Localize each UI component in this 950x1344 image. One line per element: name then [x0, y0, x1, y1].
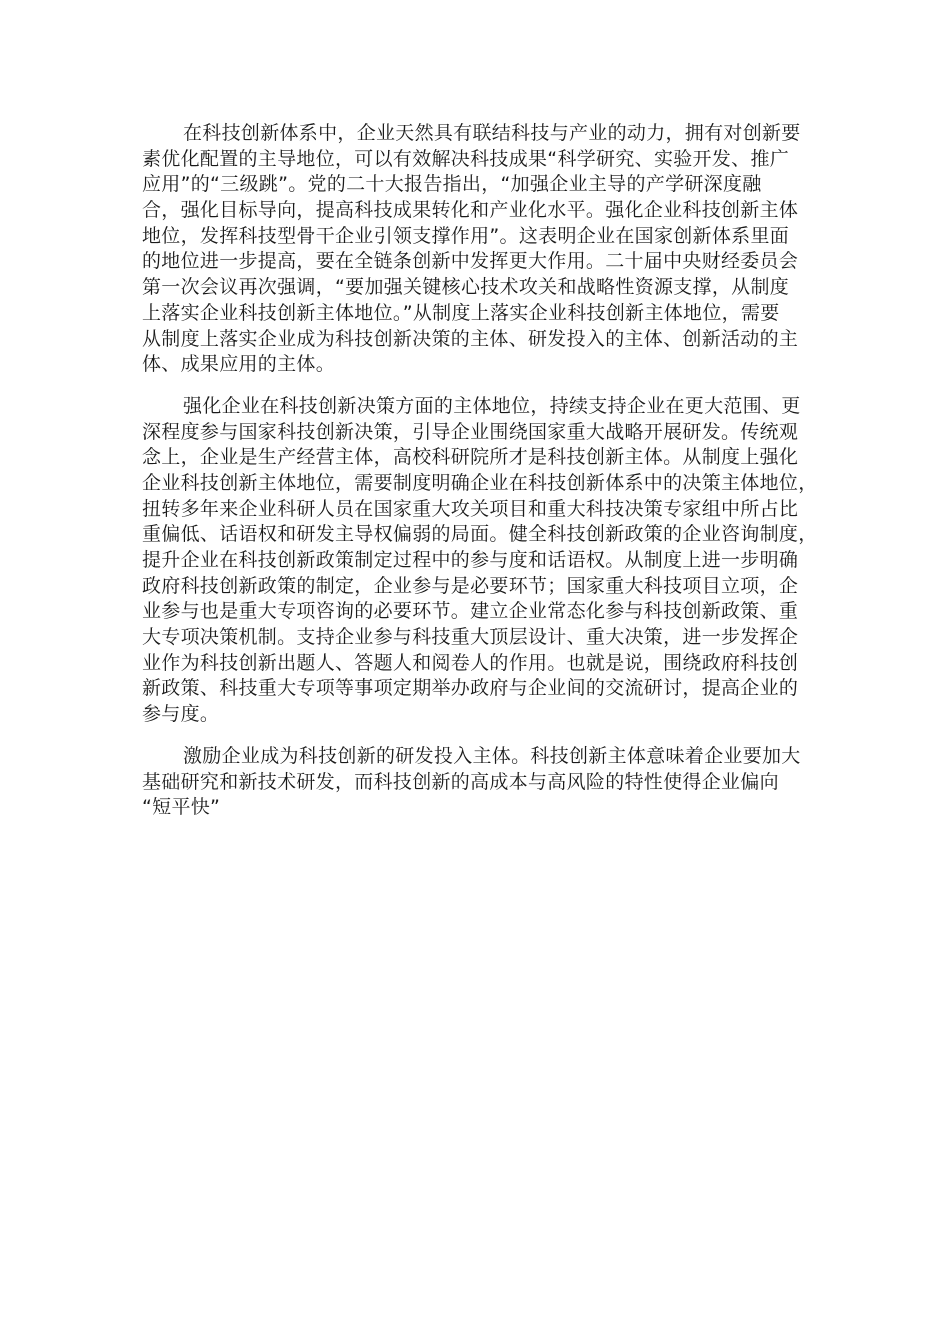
- paragraph-1: [142, 121, 808, 378]
- text-line: 念上，企业是生产经营主体，高校科研院所才是科技创新主体。从制度上强化: [142, 446, 799, 469]
- text-line: 上落实企业科技创新主体地位。”从制度上落实企业科技创新主体地位，需要: [142, 301, 780, 324]
- text-line: 业作为科技创新出题人、答题人和阅卷人的作用。也就是说，围绕政府科技创: [142, 651, 799, 674]
- text-line: 业参与也是重大专项咨询的必要环节。建立企业常态化参与科技创新政策、重: [142, 600, 799, 623]
- text-line: 激励企业成为科技创新的研发投入主体。科技创新主体意味着企业要加大: [183, 744, 801, 767]
- paragraph-3: [142, 744, 808, 821]
- text-line: 应用”的“三级跳”。党的二十大报告指出，“加强企业主导的产学研深度融: [142, 173, 762, 196]
- text-line: 新政策、科技重大专项等事项定期举办政府与企业间的交流研讨，提高企业的: [142, 677, 799, 700]
- text-line: 深程度参与国家科技创新决策，引导企业围绕国家重大战略开展研发。传统观: [142, 420, 799, 443]
- text-line: 强化企业在科技创新决策方面的主体地位，持续支持企业在更大范围、更: [183, 394, 801, 417]
- text-line: 政府科技创新政策的制定，企业参与是必要环节；国家重大科技项目立项，企: [142, 574, 799, 597]
- text-line: 从制度上落实企业成为科技创新决策的主体、研发投入的主体、创新活动的主: [142, 327, 799, 350]
- text-line: 第一次会议再次强调，“要加强关键核心技术攻关和战略性资源支撑，从制度: [142, 276, 790, 299]
- text-line: “短平快”: [142, 796, 221, 819]
- text-line: 的地位进一步提高，要在全链条创新中发挥更大作用。二十届中央财经委员会: [142, 250, 799, 273]
- text-line: 企业科技创新主体地位，需要制度明确企业在科技创新体系中的决策主体地位，: [142, 471, 818, 494]
- text-line: 合，强化目标导向，提高科技成果转化和产业化水平。强化企业科技创新主体: [142, 199, 799, 222]
- text-line: 重偏低、话语权和研发主导权偏弱的局面。健全科技创新政策的企业咨询制度，: [142, 523, 818, 546]
- text-line: 体、成果应用的主体。: [142, 353, 336, 376]
- paragraph-2: [142, 394, 818, 728]
- text-line: 在科技创新体系中，企业天然具有联结科技与产业的动力，拥有对创新要: [183, 122, 801, 144]
- document-body: [142, 121, 818, 837]
- text-line: 参与度。: [142, 703, 220, 726]
- text-line: 素优化配置的主导地位，可以有效解决科技成果“科学研究、实验开发、推广: [142, 147, 790, 170]
- text-line: 地位，发挥科技型骨干企业引领支撑作用”。这表明企业在国家创新体系里面: [142, 224, 790, 247]
- text-line: 大专项决策机制。支持企业参与科技重大顶层设计、重大决策，进一步发挥企: [142, 626, 799, 649]
- text-line: 提升企业在科技创新政策制定过程中的参与度和话语权。从制度上进一步明确: [142, 549, 799, 571]
- text-line: 基础研究和新技术研发，而科技创新的高成本与高风险的特性使得企业偏向: [142, 770, 779, 793]
- text-line: 扭转多年来企业科研人员在国家重大攻关项目和重大科技决策专家组中所占比: [142, 497, 799, 520]
